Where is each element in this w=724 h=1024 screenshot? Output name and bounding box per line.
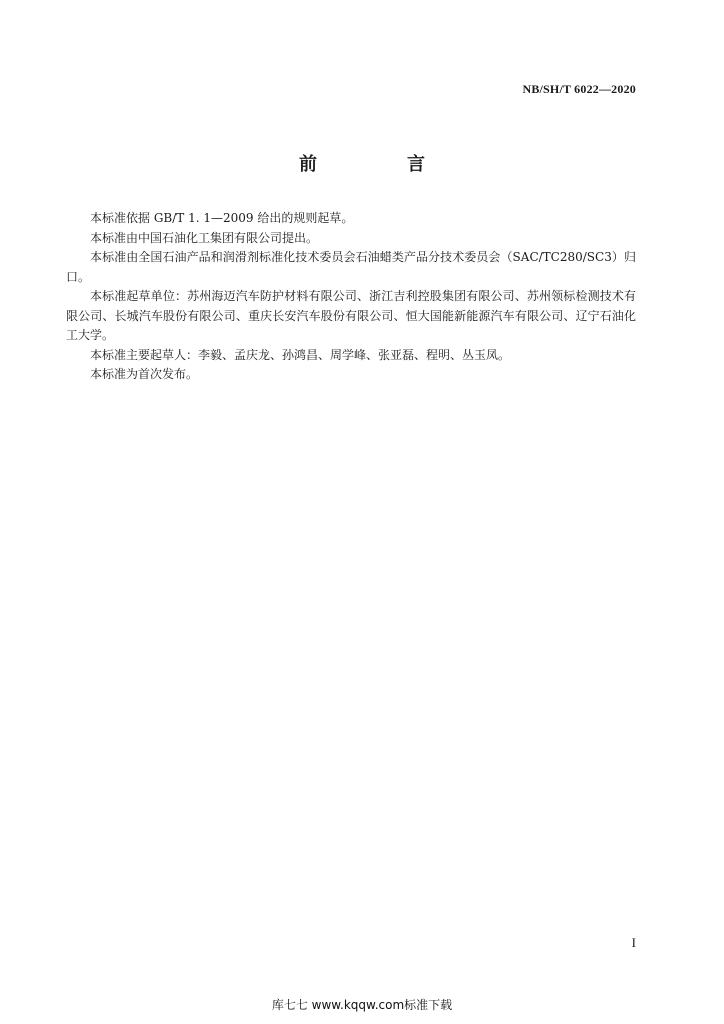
foreword-body: [66, 209, 636, 385]
paragraph-technical-committee: 本标准由全国石油产品和润滑剂标准化技术委员会石油蜡类产品分技术委员会（SAC/TC280/SC3）归口。: [66, 250, 636, 284]
standard-number: NB/SH/T 6022—2020: [522, 82, 636, 96]
paragraph-drafting-units: 本标准起草单位：苏州海迈汽车防护材料有限公司、浙江吉利控股集团有限公司、苏州领标检测技术有限公司、长城汽车股份有限公司、重庆长安汽车股份有限公司、恒大国能新能源汽车有限公司、辽宁石油化工大学。: [66, 289, 636, 342]
paragraph-first-release: 本标准为首次发布。: [90, 367, 199, 381]
paragraph-proposer: 本标准由中国石油化工集团有限公司提出。: [90, 230, 319, 245]
page-number: I: [631, 935, 636, 950]
paragraph-drafters: 本标准主要起草人：李毅、孟庆龙、孙鸿昌、周学峰、张亚磊、程明、丛玉凤。: [90, 347, 511, 362]
page-title: 前 言: [299, 154, 461, 175]
watermark: 库七七 www.kqqw.com标准下载: [271, 998, 453, 1012]
paragraph-drafting-rules: 本标准依据 GB/T 1. 1—2009 给出的规则起草。: [90, 211, 354, 225]
